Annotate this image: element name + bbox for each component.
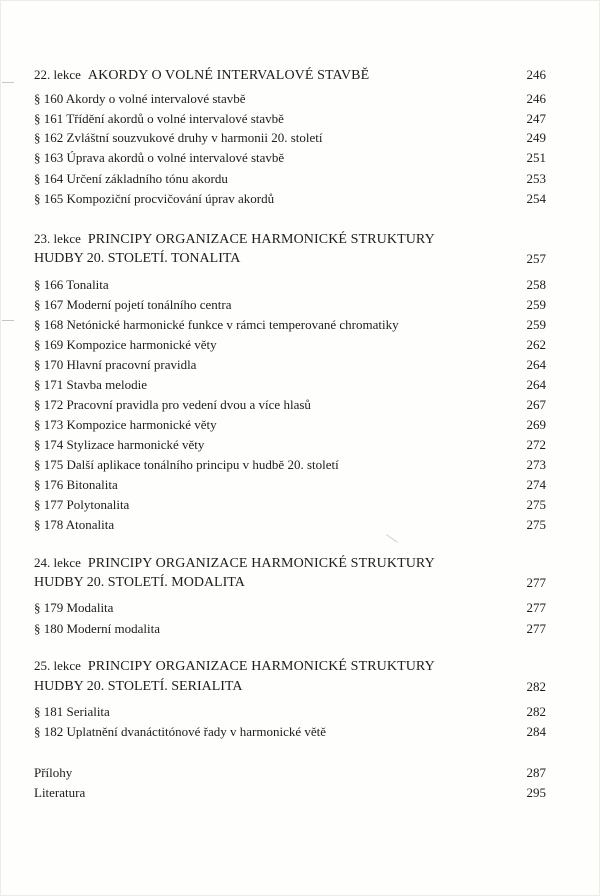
- toc-entry-appendix[interactable]: [34, 763, 546, 783]
- toc-entry[interactable]: [34, 598, 546, 618]
- page-number: 258: [526, 277, 546, 292]
- toc-entry[interactable]: [34, 475, 546, 495]
- section-title: § 172 Pracovní pravidla pro vedení dvou a více hlasů: [34, 397, 311, 412]
- lesson-title: PRINCIPY ORGANIZACE HARMONICKÉ STRUKTURY: [87, 659, 435, 674]
- section-title: § 177 Polytonalita: [34, 497, 130, 512]
- page-number: 247: [526, 111, 546, 126]
- section-title: § 165 Kompoziční procvičování úprav akordů: [34, 191, 275, 206]
- lesson-prefix: 23. lekce: [34, 231, 81, 246]
- page-number: 254: [526, 191, 546, 206]
- page-number: 282: [526, 704, 546, 719]
- section-title: § 170 Hlavní pracovní pravidla: [34, 357, 197, 372]
- lesson-25-heading-cont[interactable]: [34, 677, 546, 697]
- lesson-24-heading-cont[interactable]: [34, 573, 546, 593]
- lesson-title-line2: HUDBY 20. STOLETÍ. SERIALITA: [34, 679, 243, 694]
- section-title: § 161 Třídění akordů o volné intervalové stavbě: [34, 111, 284, 126]
- toc-entry[interactable]: [34, 148, 546, 168]
- page-number: 257: [526, 251, 546, 266]
- section-title: § 174 Stylizace harmonické věty: [34, 437, 205, 452]
- toc-entry[interactable]: [34, 375, 546, 395]
- page-number: 282: [526, 679, 546, 694]
- section-title: § 176 Bitonalita: [34, 477, 118, 492]
- margin-mark: [2, 82, 14, 83]
- toc-entry[interactable]: [34, 495, 546, 515]
- page-number: 284: [526, 724, 546, 739]
- section-title: § 162 Zvláštní souzvukové druhy v harmonii 20. století: [34, 130, 323, 145]
- toc-entry[interactable]: [34, 295, 546, 315]
- toc-entry[interactable]: [34, 355, 546, 375]
- toc-entry[interactable]: [34, 515, 546, 535]
- appendix-title: Přílohy: [34, 765, 73, 780]
- section-title: § 163 Úprava akordů o volné intervalové stavbě: [34, 150, 285, 165]
- lesson-22-heading[interactable]: [34, 65, 546, 85]
- page-number: 295: [526, 785, 546, 800]
- toc-entry[interactable]: [34, 619, 546, 639]
- page-number: 274: [526, 477, 546, 492]
- page-number: 277: [526, 600, 546, 615]
- page-number: 262: [526, 337, 546, 352]
- section-title: § 181 Serialita: [34, 704, 110, 719]
- page-number: 277: [526, 575, 546, 590]
- toc-entry[interactable]: [34, 128, 546, 148]
- section-title: § 168 Netónické harmonické funkce v rámci temperované chromatiky: [34, 317, 399, 332]
- toc-entry[interactable]: [34, 335, 546, 355]
- page-number: 275: [526, 497, 546, 512]
- section-title: § 166 Tonalita: [34, 277, 109, 292]
- lesson-title: PRINCIPY ORGANIZACE HARMONICKÉ STRUKTURY: [87, 232, 435, 247]
- toc-entry[interactable]: [34, 722, 546, 742]
- page-number: 269: [526, 417, 546, 432]
- lesson-25-heading[interactable]: [34, 656, 546, 676]
- section-title: § 164 Určení základního tónu akordu: [34, 171, 228, 186]
- page-number: 246: [526, 67, 546, 82]
- literature-title: Literatura: [34, 785, 86, 800]
- page-number: 251: [526, 150, 546, 165]
- section-title: § 175 Další aplikace tonálního principu v hudbě 20. století: [34, 457, 339, 472]
- page-number: 273: [526, 457, 546, 472]
- section-title: § 178 Atonalita: [34, 517, 115, 532]
- section-title: § 182 Uplatnění dvanáctitónové řady v harmonické větě: [34, 724, 327, 739]
- lesson-title: PRINCIPY ORGANIZACE HARMONICKÉ STRUKTURY: [87, 556, 435, 571]
- toc-entry[interactable]: [34, 189, 546, 209]
- paper-speck: [386, 534, 398, 543]
- page-number: 267: [526, 397, 546, 412]
- margin-mark: [2, 320, 14, 321]
- lesson-23-heading-cont[interactable]: [34, 249, 546, 269]
- lesson-prefix: 25. lekce: [34, 658, 81, 673]
- toc-entry[interactable]: [34, 435, 546, 455]
- lesson-title-line2: HUDBY 20. STOLETÍ. MODALITA: [34, 575, 245, 590]
- lesson-prefix: 22. lekce: [34, 67, 81, 82]
- toc-entry[interactable]: [34, 169, 546, 189]
- page-number: 246: [526, 91, 546, 106]
- page-number: 275: [526, 517, 546, 532]
- page-number: 277: [526, 621, 546, 636]
- toc-entry[interactable]: [34, 702, 546, 722]
- toc-entry[interactable]: [34, 109, 546, 129]
- lesson-title: AKORDY O VOLNÉ INTERVALOVÉ STAVBĚ: [87, 68, 370, 83]
- section-title: § 180 Moderní modalita: [34, 621, 161, 636]
- section-title: § 169 Kompozice harmonické věty: [34, 337, 217, 352]
- section-title: § 173 Kompozice harmonické věty: [34, 417, 217, 432]
- page-number: 264: [526, 377, 546, 392]
- lesson-prefix: 24. lekce: [34, 555, 81, 570]
- page-number: 287: [526, 765, 546, 780]
- toc-entry-literature[interactable]: [34, 783, 546, 803]
- toc-entry[interactable]: [34, 455, 546, 475]
- section-title: § 167 Moderní pojetí tonálního centra: [34, 297, 232, 312]
- page-number: 259: [526, 297, 546, 312]
- page-number: 264: [526, 357, 546, 372]
- lesson-24-heading[interactable]: [34, 553, 546, 573]
- page-number: 253: [526, 171, 546, 186]
- toc-entry[interactable]: [34, 395, 546, 415]
- lesson-23-heading[interactable]: [34, 229, 546, 249]
- section-title: § 160 Akordy o volné intervalové stavbě: [34, 91, 246, 106]
- section-title: § 171 Stavba melodie: [34, 377, 148, 392]
- page-number: 259: [526, 317, 546, 332]
- section-title: § 179 Modalita: [34, 600, 114, 615]
- page-number: 249: [526, 130, 546, 145]
- toc-entry[interactable]: [34, 415, 546, 435]
- lesson-title-line2: HUDBY 20. STOLETÍ. TONALITA: [34, 251, 241, 266]
- page-number: 272: [526, 437, 546, 452]
- toc-entry[interactable]: [34, 275, 546, 295]
- toc-entry[interactable]: [34, 89, 546, 109]
- toc-entry[interactable]: [34, 315, 546, 335]
